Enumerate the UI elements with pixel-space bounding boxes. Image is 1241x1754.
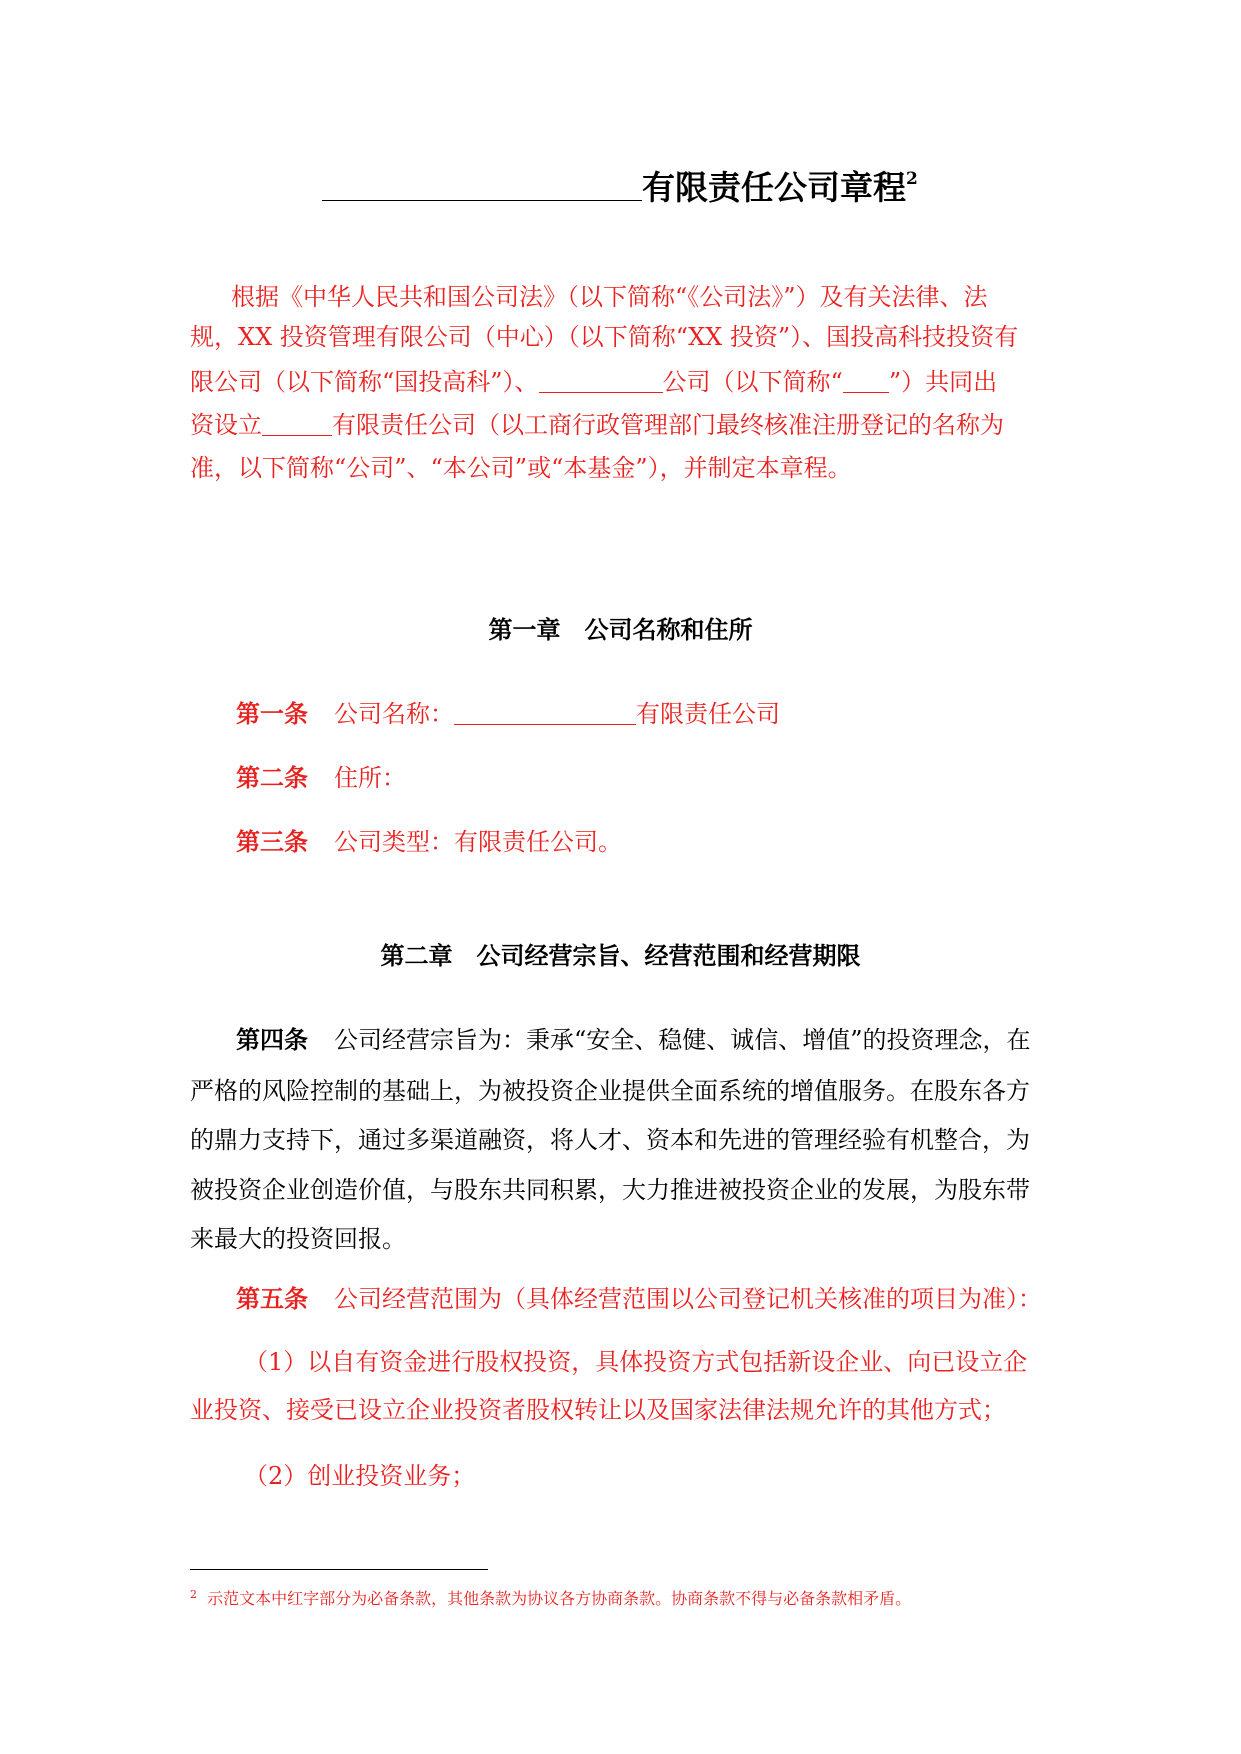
article-5-item-1-line-1: （1）以自有资金进行股权投资，具体投资方式包括新设企业、向已设立企: [244, 1348, 1028, 1376]
title-footnote-ref: 2: [906, 169, 918, 189]
article-2-text: 住所：: [334, 764, 406, 792]
preamble-line-4-a: 资设立: [190, 411, 262, 439]
article-1-text-b: 有限责任公司: [636, 700, 780, 728]
preamble-line-3-c: ”）共同出: [888, 368, 998, 396]
article-2: [236, 762, 406, 794]
article-2-label: 第二条: [236, 763, 308, 792]
shareholder-blank: [539, 366, 663, 393]
company-name-blank: [322, 170, 642, 201]
article-4-line-2: 严格的风险控制的基础上，为被投资企业提供全面系统的增值服务。在股东各方: [190, 1077, 1030, 1105]
footnote-ref: 2: [190, 1588, 197, 1601]
article-3: [236, 826, 622, 858]
article-4-text-1: 公司经营宗旨为：秉承“安全、稳健、诚信、增值”的投资理念，在: [334, 1026, 1031, 1054]
preamble-line-3-b: 公司（以下简称“: [662, 368, 843, 396]
preamble-line-4: [190, 409, 1004, 441]
footnote-separator: [190, 1569, 488, 1570]
article-1-label: 第一条: [236, 699, 308, 728]
chapter-2-title: 第二章 公司经营宗旨、经营范围和经营期限: [380, 941, 861, 970]
article-5-text: 公司经营范围为（具体经营范围以公司登记机关核准的项目为准）：: [334, 1285, 1042, 1313]
company-name-field-blank: [454, 698, 636, 725]
article-5-item-2: （2）创业投资业务；: [244, 1462, 476, 1490]
short-name-blank: [843, 366, 889, 393]
article-4-label: 第四条: [236, 1025, 308, 1054]
chapter-1-title: 第一章 公司名称和住所: [488, 615, 753, 644]
company-blank: [262, 409, 332, 436]
article-3-text: 公司类型：有限责任公司。: [334, 828, 622, 856]
preamble-line-3: [190, 366, 997, 398]
preamble-line-5: 准，以下简称“公司”、“本公司”或“本基金”），并制定本章程。: [190, 454, 852, 482]
article-5-item-1-line-2: 业投资、接受已设立企业投资者股权转让以及国家法律法规允许的其他方式；: [190, 1396, 1006, 1424]
article-4-line-3: 的鼎力支持下，通过多渠道融资，将人才、资本和先进的管理经验有机整合，为: [190, 1126, 1030, 1154]
article-5: [236, 1283, 1042, 1315]
preamble-line-2: 规，XX 投资管理有限公司（中心）（以下简称“XX 投资”）、国投高科技投资有: [190, 323, 1019, 351]
preamble-line-4-b: 有限责任公司（以工商行政管理部门最终核准注册登记的名称为: [332, 411, 1004, 439]
article-5-label: 第五条: [236, 1284, 308, 1313]
article-4-line-1: [236, 1024, 1031, 1056]
preamble-line-1: 根据《中华人民共和国公司法》（以下简称“《公司法》”）及有关法律、法: [231, 283, 988, 311]
article-4-line-5: 来最大的投资回报。: [190, 1225, 406, 1253]
footnote: [190, 1586, 911, 1609]
article-1: [236, 698, 780, 730]
preamble-line-3-a: 限公司（以下简称“国投高科”）、: [190, 368, 539, 396]
document-title: [322, 162, 918, 209]
title-text: 有限责任公司章程: [642, 168, 906, 207]
article-1-text-a: 公司名称：: [334, 700, 454, 728]
article-4-line-4: 被投资企业创造价值，与股东共同积累，大力推进被投资企业的发展，为股东带: [190, 1176, 1030, 1204]
footnote-text: 示范文本中红字部分为必备条款，其他条款为协议各方协商条款。协商条款不得与必备条款相矛盾。: [207, 1589, 912, 1608]
article-3-label: 第三条: [236, 827, 308, 856]
